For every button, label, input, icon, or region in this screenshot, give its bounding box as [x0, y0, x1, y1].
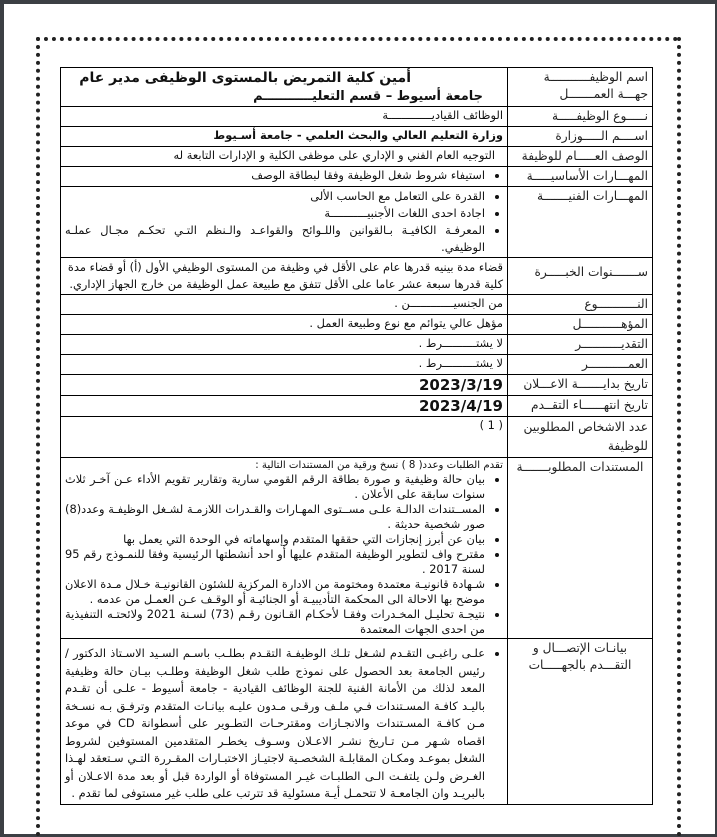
job-title: أمين كلية التمريض بالمستوى الوظيفى مدير عام	[79, 70, 411, 86]
value-experience: قضاء مدة بينيه قدرها عام على الأقل في وظيفة من المستوى الوظيفي الأول (أ) أو قضاء مدة كلية قدرها سبعة عشر عاما على الأقل تتفق مع طبيعة عمل الوظيفة من خارج الجهاز الإداري.	[61, 258, 508, 295]
basic-skills-list	[65, 168, 503, 183]
row-grade	[61, 335, 653, 355]
dotted-border-right	[677, 37, 681, 837]
label-grade: التقديـــــــــــر	[508, 335, 653, 355]
label-job-type: نـــــوع الوظيفـــــة	[508, 107, 653, 127]
label-contact: بيانـات الإتصـــال و التقـــدم بالجهـــــات	[508, 639, 653, 805]
row-count	[61, 417, 653, 458]
row-start-date	[61, 375, 653, 396]
row-general-desc	[61, 147, 653, 167]
value-documents	[61, 458, 508, 639]
label-cell	[508, 68, 653, 107]
label-end-date: تاريخ انتهــــــاء التقــدم	[508, 396, 653, 417]
row-basic-skills	[61, 167, 653, 187]
list-item: • اجادة احدى اللغات الأجنبيـــــــــــة	[65, 205, 485, 222]
label-workplace: جهـــة العمـــــــل	[559, 87, 648, 101]
value-job-type: الوظائف القياديـــــــــــــة	[61, 107, 508, 127]
value-cell	[61, 68, 508, 107]
row-documents	[61, 458, 653, 639]
row-gender	[61, 295, 653, 315]
row-tech-skills	[61, 187, 653, 258]
label-job-name: اسم الوظيفـــــــــــة	[543, 70, 648, 84]
dotted-border-top	[36, 37, 678, 41]
label-general-desc: الوصف العـــــام للوظيفة	[508, 147, 653, 167]
row-job-type	[61, 107, 653, 127]
value-contact	[61, 639, 508, 805]
value-general-desc: التوجيه العام الفني و الإداري على موظفى الكلية و الإدارات التابعة له	[61, 147, 508, 167]
label-start-date: تاريخ بدايـــــــة الاعـــلان	[508, 375, 653, 396]
list-item: • بيان حالة وظيفية و صورة بطاقة الرقم القومي سارية وتقارير تقويم الأداء عـن آخـر ثلاث سنوات سابقة على الأعلان .	[65, 472, 485, 502]
row-age	[61, 355, 653, 375]
dotted-border-left	[36, 37, 40, 837]
label-documents: المستندات المطلوبـــــــة	[508, 458, 653, 639]
list-item: • المســتندات الدالـة علـى مســتوى المهـارات والقـدرات اللازمـة لشـغل الوظيفـة وعدد(8) صور شخصية حديثة .	[65, 502, 485, 532]
contact-list	[65, 645, 503, 803]
row-end-date	[61, 396, 653, 417]
row-job-name	[61, 68, 653, 107]
row-contact	[61, 639, 653, 805]
list-item: • المعرفـة الكافيـة بـالقوانين واللـوائح والقواعـد والـنظم التـي تحكـم مجـال عملـه الوظيفي.	[65, 222, 485, 256]
value-tech-skills	[61, 187, 508, 258]
job-workplace: جامعة أسيوط – قسم التعليـــــــــــم	[253, 89, 483, 104]
list-item: • القدرة على التعامل مع الحاسب الألى	[65, 188, 485, 205]
documents-intro: تقدم الطلبات وعدد( 8 ) نسخ ورقية من المستندات التالية :	[255, 460, 503, 471]
value-basic-skills	[61, 167, 508, 187]
row-experience	[61, 258, 653, 295]
value-start-date: 2023/3/19	[61, 375, 508, 396]
tech-skills-list	[65, 188, 503, 256]
value-age: لا يشتــــــــــرط .	[61, 355, 508, 375]
value-grade: لا يشتــــــــــرط .	[61, 335, 508, 355]
label-ministry: اســــم الـــــوزارة	[508, 127, 653, 147]
value-gender: من الجنسيـــــــــــــن .	[61, 295, 508, 315]
list-item: • علـى راغبـى التقـدم لشـغل تلـك الوظيفـة التقـدم بطلـب باسـم السـيد الاسـتاذ الدكتور / رئيس الجامعة بعد الحصول على نموذج طلب شغل الوظيفة وطلـب بيـان حالة وظيفية المعد لذلك من الأمانة الفنية للجنة الوظائف القيادية - جامعة أسيوط - علـى أن تقـدم باليـد كافـة المسـتندات فـي ملـف ورقـى مـدون عليـه بيانـات المتقدم وترفـق بـه نسـخة مـن كافـة المسـتندات والانجـازات ومقترحـات التطـوير على أسطوانة CD في موعد اقصاه شـهر مـن تـاريخ نشـر الاعـلان وسـوف يخطـر المتقدمين المستوفين لشروط الشغل بموعـد ومكـان المقابلـة الشخصـية لاجتيـاز الاختبـارات المقـررة التـي سـتعقد لهـذا الغـرض ولـن يلتفـت الـى الطلبـات غيـر المستوفاة أو الواردة قبل أو بعد مدة الاعـلان أو بالبريـد وان الجامعـة لا تتحمـل أيـة مسئولية قد تترتب على طلب غير مستوفى لما تقدم .	[65, 645, 485, 803]
label-age: العمـــــــــــر	[508, 355, 653, 375]
label-basic-skills: المهـــارات الأساسيـــــة	[508, 167, 653, 187]
row-ministry	[61, 127, 653, 147]
documents-list	[65, 472, 503, 637]
list-item: • شـهادة قانونيـة معتمدة ومختومة من الادارة المركزية للشئون القانونيـة خـلال مـدة الاعلان موضح بها الاحالة الى المحكمة التأديبيـة أو الجنائيـة أو الوقـف عـن العمـل من عدمه .	[65, 577, 485, 607]
list-item: • نتيجـة تحليـل المخـدرات وفقـا لأحكـام القـانون رقـم (73) لسـنة 2021 ولائحتـه التنفيذية من احدى الجهات المعتمدة	[65, 607, 485, 637]
list-item: • مقترح واف لتطوير الوظيفة المتقدم عليها أو احد أنشطتها الرئيسية وفقا للنمـوذج رقم 95 لسنة 2017 .	[65, 547, 485, 577]
value-qualification: مؤهل عالي يتوائم مع نوع وطبيعة العمل .	[61, 315, 508, 335]
row-qualification	[61, 315, 653, 335]
label-qualification: المؤهـــــــــــل	[508, 315, 653, 335]
value-ministry: وزارة التعليم العالي والبحث العلمي - جامعة أسـيوط	[61, 127, 508, 147]
label-gender: النـــــــــــوع	[508, 295, 653, 315]
label-count: عدد الاشخاص المطلوبين للوظيفة	[508, 417, 653, 458]
label-experience: ســـــــنوات الخبـــــرة	[508, 258, 653, 295]
value-count: ( 1 )	[61, 417, 508, 458]
value-end-date: 2023/4/19	[61, 396, 508, 417]
list-item: • بيان عن أبرز إنجازات التي حققها المتقدم وإسهاماته في الوحدة التي يعمل بها	[65, 532, 485, 547]
list-item: • استيفاء شروط شغل الوظيفة وفقا لبطاقة الوصف	[65, 168, 485, 183]
job-announcement-table	[60, 67, 653, 805]
label-tech-skills: المهـــارات الفنيـــــــة	[508, 187, 653, 258]
